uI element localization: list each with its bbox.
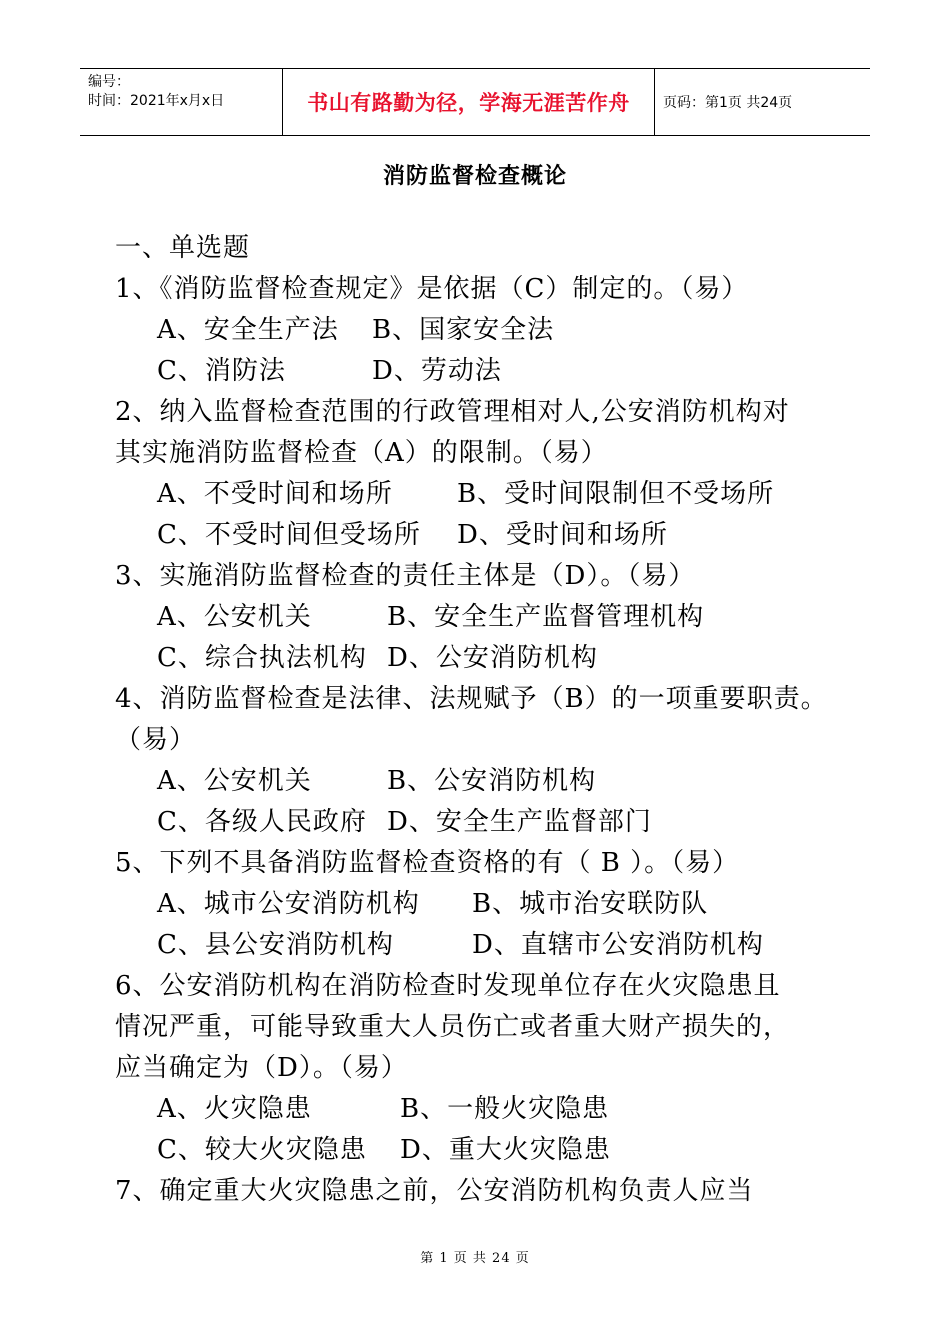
question-3: 3、实施消防监督检查的责任主体是（D）。（易） (115, 561, 696, 591)
q2-option-d: D、受时间和场所 (457, 520, 668, 550)
question-4-line-1: 4、消防监督检查是法律、法规赋予（B）的一项重要职责。 (115, 684, 828, 714)
q6-option-c: C、较大火灾隐患 (157, 1135, 367, 1165)
q5-option-d: D、直辖市公安消防机构 (472, 930, 764, 960)
q5-option-b: B、城市治安联防队 (472, 889, 709, 919)
question-6-line-1: 6、公安消防机构在消防检查时发现单位存在火灾隐患且 (115, 971, 781, 1001)
q4-option-a: A、公安机关 (157, 766, 312, 796)
q4-options-row-2 (115, 802, 875, 843)
question-6-line-3: 应当确定为（D）。（易） (115, 1053, 408, 1083)
q3-options-row-1 (115, 597, 875, 638)
question-4-line-2: （易） (115, 725, 197, 755)
question-7-line-1: 7、确定重大火灾隐患之前，公安消防机构负责人应当 (115, 1176, 754, 1206)
question-2-line-2: 其实施消防监督检查（A）的限制。（易） (115, 438, 608, 468)
q1-option-d: D、劳动法 (372, 356, 502, 386)
question-6-line-2: 情况严重，可能导致重大人员伤亡或者重大财产损失的， (115, 1012, 791, 1042)
q2-option-c: C、不受时间但受场所 (157, 520, 421, 550)
q2-options-row-1 (115, 474, 875, 515)
q5-option-c: C、县公安消防机构 (157, 930, 394, 960)
q6-options-row-1 (115, 1089, 875, 1130)
q5-options-row-2 (115, 925, 875, 966)
q1-option-c: C、消防法 (157, 356, 286, 386)
q5-options-row-1 (115, 884, 875, 925)
question-2-line-1: 2、纳入监督检查范围的行政管理相对人,公安消防机构对 (115, 397, 790, 427)
q6-option-d: D、重大火灾隐患 (400, 1135, 611, 1165)
q5-option-a: A、城市公安消防机构 (157, 889, 420, 919)
q1-options-row-2 (115, 351, 875, 392)
q2-option-a: A、不受时间和场所 (157, 479, 393, 509)
header-page-info: 页码：第1页 共24页 (663, 95, 793, 111)
q6-option-a: A、火灾隐患 (157, 1094, 312, 1124)
time-label: 时间：2021年x月x日 (88, 93, 225, 109)
q3-option-b: B、安全生产监督管理机构 (387, 602, 705, 632)
q2-options-row-2 (115, 515, 875, 556)
q1-option-a: A、安全生产法 (157, 315, 339, 345)
question-1: 1、《消防监督检查规定》是依据（C）制定的。（易） (115, 274, 749, 304)
q4-options-row-1 (115, 761, 875, 802)
q1-option-b: B、国家安全法 (372, 315, 555, 345)
number-label: 编号： (88, 74, 130, 90)
q6-options-row-2 (115, 1130, 875, 1171)
q6-option-b: B、一般火灾隐患 (400, 1094, 610, 1124)
q1-options-row-1 (115, 310, 875, 351)
doc-title: 消防监督检查概论 (382, 163, 567, 189)
q3-option-d: D、公安消防机构 (387, 643, 598, 673)
q2-option-b: B、受时间限制但不受场所 (457, 479, 775, 509)
q4-option-c: C、各级人民政府 (157, 807, 367, 837)
q3-options-row-2 (115, 638, 875, 679)
header-motto: 书山有路勤为径，学海无涯苦作舟 (282, 69, 655, 135)
question-5: 5、下列不具备消防监督检查资格的有（ B ）。（易） (115, 848, 740, 878)
page-footer: 第 1 页 共 24 页 (420, 1251, 530, 1266)
question-list (115, 228, 875, 1212)
header-meta (80, 69, 282, 135)
page-header (80, 68, 870, 136)
q4-option-d: D、安全生产监督部门 (387, 807, 652, 837)
q3-option-a: A、公安机关 (157, 602, 312, 632)
section-heading: 一、单选题 (115, 233, 251, 263)
q4-option-b: B、公安消防机构 (387, 766, 597, 796)
q3-option-c: C、综合执法机构 (157, 643, 367, 673)
